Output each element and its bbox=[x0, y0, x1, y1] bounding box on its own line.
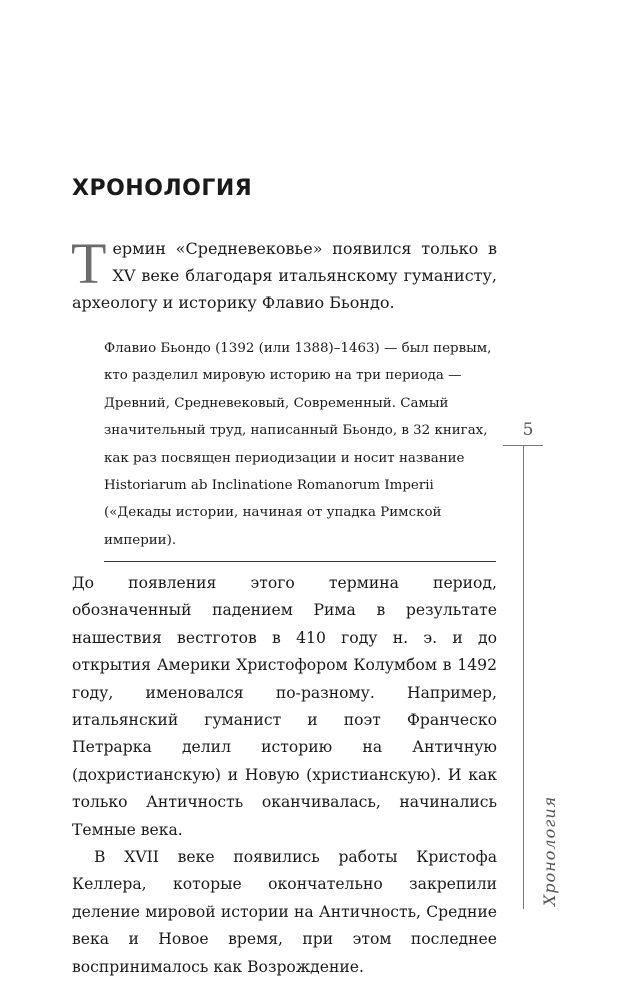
note-divider bbox=[104, 561, 496, 562]
margin-vertical-rule bbox=[523, 445, 524, 909]
page-number: 5 bbox=[522, 420, 534, 440]
body-text bbox=[72, 570, 497, 981]
drop-cap: Т bbox=[71, 231, 107, 296]
chapter-heading: ХРОНОЛОГИЯ bbox=[72, 176, 253, 201]
body-paragraph: До появления этого термина период, обозначенный падением Рима в результате нашествия вестготов в 410 году н. э. и до открытия Америки Христофором Колумбом в 1492 году, именовался по-разному. Например, итальянский гуманист и поэт Франческо Петрарка делил историю на Античную (дохристианскую) и Новую (христианскую). И как только Античность оканчивалась, начинались Темные века. bbox=[72, 574, 497, 839]
body-paragraph: В XVII веке появились работы Кристофа Келлера, которые окончательно закрепили деление мировой истории на Античность, Средние века и Новое время, при этом последнее воспринималось как Возрождение. bbox=[72, 848, 497, 976]
intro-paragraph bbox=[71, 231, 497, 316]
sidebar-note: Флавио Бьондо (1392 (или 1388)–1463) — был первым, кто разделил мировую историю на три периода — Древний, Средневековый, Современный. Самый значительный труд, написанный Бьондо, в 32 книгах, как раз посвящен периодизации и носит название Historiarum ab Inclinatione Romanorum Imperii («Декады истории, начиная от упадка Римской империи). bbox=[104, 341, 492, 548]
intro-text: ермин «Средневековье» появился только в XV веке благодаря итальянскому гуманисту, археологу и историку Флавио Бьондо. bbox=[72, 239, 497, 312]
running-head: Хронология bbox=[540, 795, 559, 906]
